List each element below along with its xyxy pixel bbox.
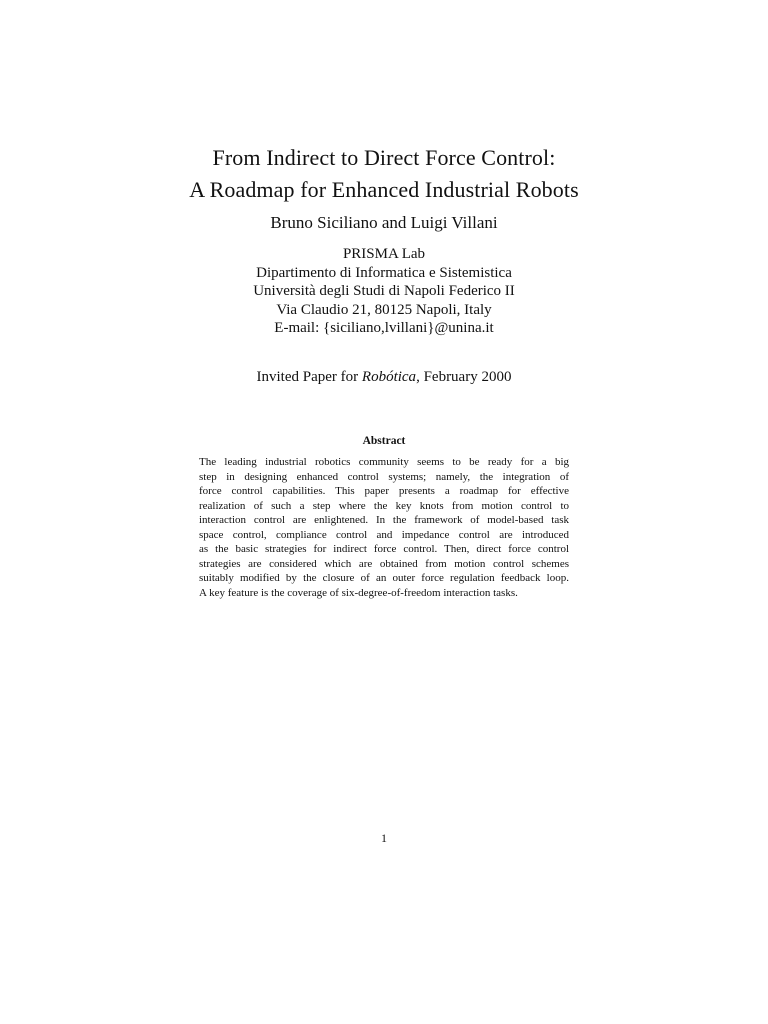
abstract-line: space control, compliance control and impedance control are introduced <box>199 528 569 541</box>
invited-prefix: Invited Paper for <box>256 369 362 385</box>
abstract-line: suitably modified by the closure of an outer force regulation feedback loop. <box>199 572 569 584</box>
paper-title <box>0 142 768 206</box>
abstract-body <box>199 455 569 600</box>
abstract-line: as the basic strategies for indirect force control. Then, direct force control <box>199 543 569 555</box>
paper-authors: Bruno Siciliano and Luigi Villani <box>270 213 498 232</box>
affiliation-email: E-mail: {siciliano,lvillani}@unina.it <box>274 320 494 337</box>
journal-name: Robótica <box>361 369 417 385</box>
title-line-2: A Roadmap for Enhanced Industrial Robots <box>189 177 579 202</box>
invited-note <box>0 367 768 387</box>
affiliation-lab: PRISMA Lab <box>342 246 426 262</box>
abstract-line: realization of such a step where the key knots from motion control to <box>199 499 569 512</box>
abstract-line: step in designing enhanced control systems; namely, the integration of <box>199 470 569 483</box>
abstract-line: force control capabilities. This paper presents a roadmap for effective <box>199 485 569 497</box>
abstract-line: interaction control are enlightened. In the framework of model-based task <box>199 514 569 526</box>
abstract-line: strategies are considered which are obtained from motion control schemes <box>199 557 569 570</box>
abstract-line: A key feature is the coverage of six-degree-of-freedom interaction tasks. <box>199 586 518 599</box>
title-line-1: From Indirect to Direct Force Control: <box>212 145 556 170</box>
abstract-heading: Abstract <box>362 435 406 447</box>
affiliation-block <box>0 245 768 338</box>
abstract-line: The leading industrial robotics community seems to be ready for a big <box>199 456 569 468</box>
affiliation-university: Università degli Studi di Napoli Federico II <box>253 283 515 300</box>
affiliation-department: Dipartimento di Informatica e Sistemistica <box>256 264 512 281</box>
affiliation-address: Via Claudio 21, 80125 Napoli, Italy <box>276 301 492 318</box>
invited-suffix: , February 2000 <box>416 369 512 385</box>
page-number: 1 <box>381 831 387 845</box>
